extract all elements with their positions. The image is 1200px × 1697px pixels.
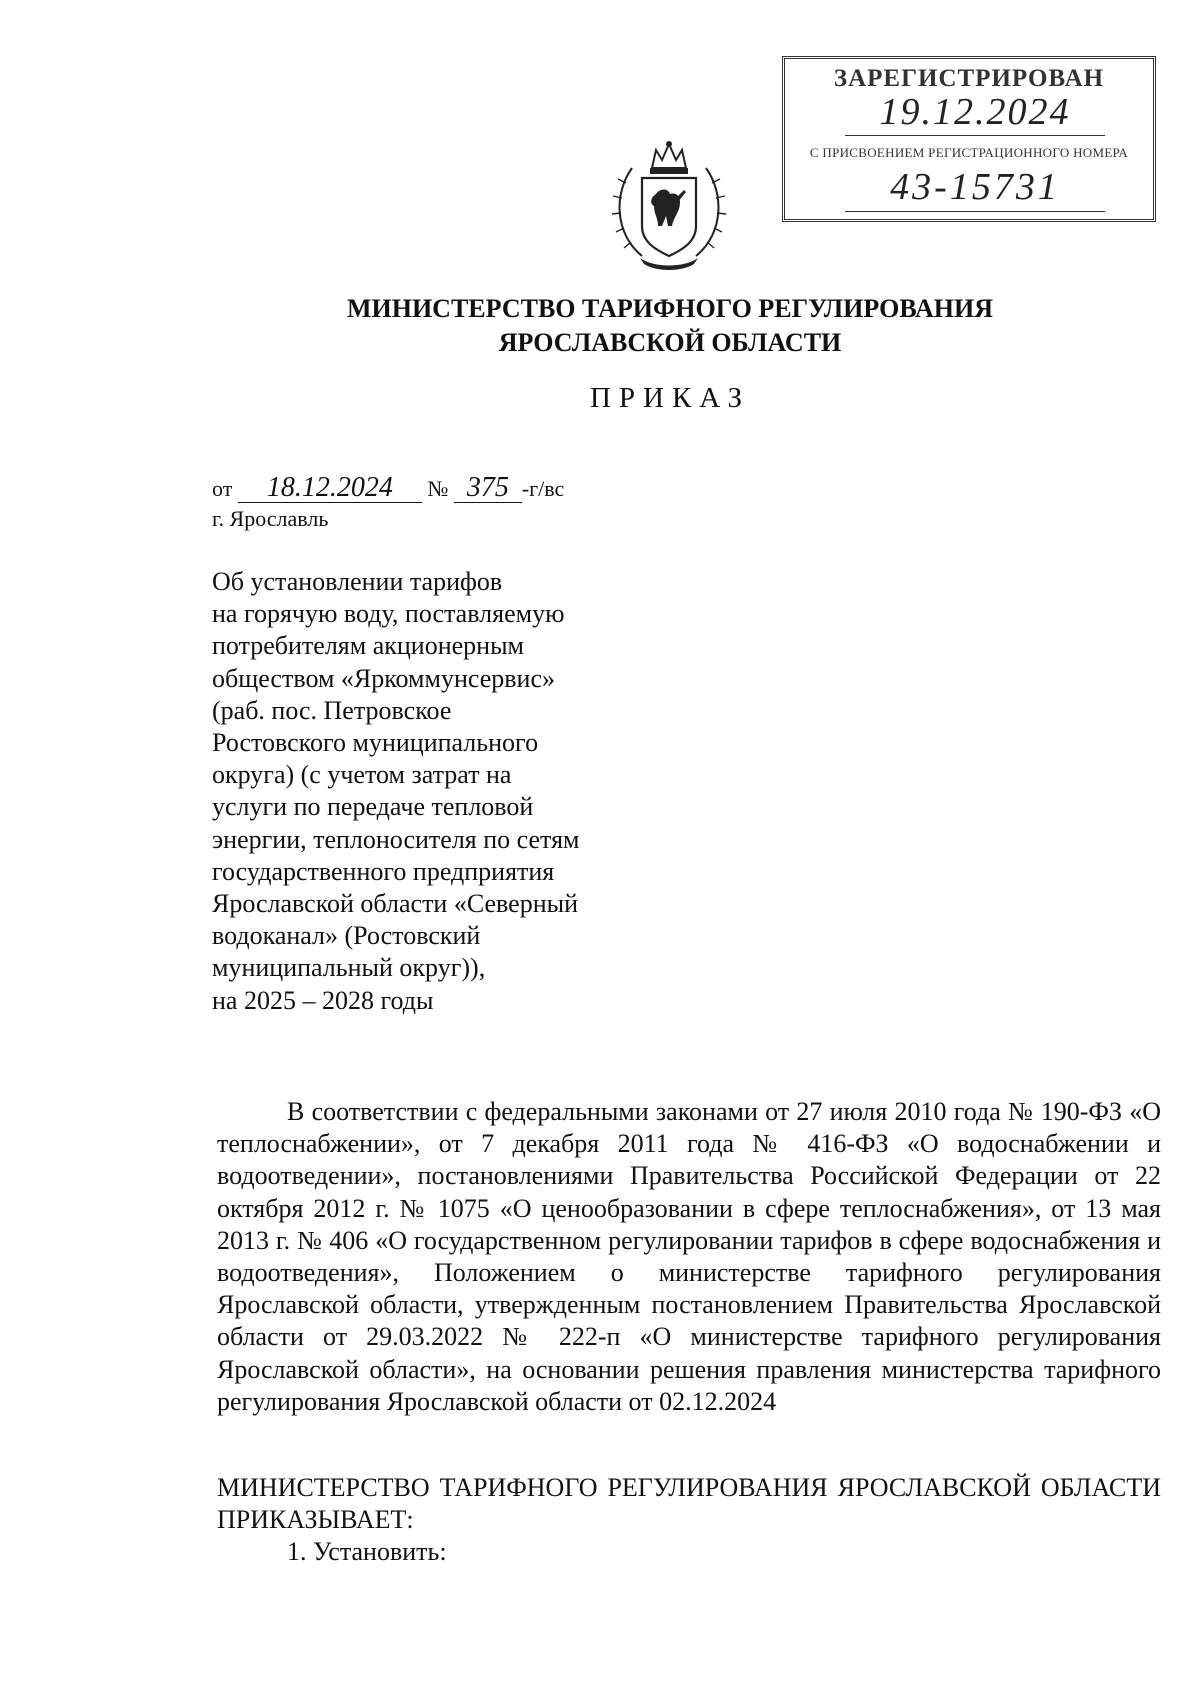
number-suffix: -г/вс: [521, 476, 565, 501]
organization-line-2: ЯРОСЛАВСКОЙ ОБЛАСТИ: [498, 328, 842, 357]
stamp-date: 19.12.2024: [845, 89, 1105, 136]
subject-line: потребителям акционерным: [212, 631, 525, 661]
registration-stamp: [782, 56, 1156, 222]
order-phrase: МИНИСТЕРСТВО ТАРИФНОГО РЕГУЛИРОВАНИЯ ЯРОСЛАВСКОЙ ОБЛАСТИ ПРИКАЗЫВАЕТ:: [217, 1473, 1161, 1535]
document-date-number: [212, 474, 564, 503]
subject-line: водоканал» (Ростовский: [212, 921, 481, 951]
preamble-paragraph: В соответствии с федеральными законами от 27 июля 2010 года № 190-ФЗ «О теплоснабжении», от 7 декабря 2011 года № 416-ФЗ «О водоснабжении и водоотведении», постановлениями Правительства Российской Федерации от 22 октября 2012 г. № 1075 «О ценообразовании в сфере теплоснабжения», от 13 мая 2013 г. № 406 «О государственном регулировании тарифов в сфере водоснабжения и водоотведения», Положением о министерстве тарифного регулирования Ярославской области, утвержденным постановлением Правительства Ярославской области от 29.03.2022 № 222-п «О министерстве тарифного регулирования Ярославской области», на основании решения правления министерства тарифного регулирования Ярославской области от 02.12.2024: [217, 1097, 1161, 1416]
number-sign: №: [427, 476, 449, 501]
subject-line: округа) (с учетом затрат на: [212, 760, 512, 790]
subject-line: Ростовского муниципального: [212, 728, 539, 758]
subject-line: (раб. пос. Петровское: [212, 695, 452, 725]
subject-line: государственного предприятия: [212, 856, 555, 886]
stamp-reg-number: 43-15731: [845, 163, 1105, 212]
subject-line: на горячую воду, поставляемую: [212, 599, 565, 629]
subject-line: Ярославской области «Северный: [212, 889, 579, 919]
document-subject: [212, 566, 632, 1017]
date-prefix: от: [212, 476, 233, 501]
document-type: ПРИКАЗ: [589, 382, 751, 414]
document-date: 18.12.2024: [238, 474, 422, 503]
document-city: г. Ярославль: [212, 506, 329, 531]
organization-name: [200, 292, 1140, 360]
document-number: 375: [454, 474, 522, 503]
order-item-1: 1. Установить:: [287, 1537, 447, 1566]
subject-line: на 2025 – 2028 годы: [212, 985, 434, 1015]
stamp-subtitle: С ПРИСВОЕНИЕМ РЕГИСТРАЦИОННОГО НОМЕРА: [809, 145, 1129, 160]
coat-of-arms-icon: [604, 138, 734, 276]
subject-line: муниципальный округ)),: [212, 953, 486, 983]
organization-line-1: МИНИСТЕРСТВО ТАРИФНОГО РЕГУЛИРОВАНИЯ: [346, 294, 994, 323]
subject-line: обществом «Яркоммунсервис»: [212, 663, 556, 693]
subject-line: энергии, теплоносителя по сетям: [212, 824, 580, 854]
subject-line: услуги по передаче тепловой: [212, 792, 534, 822]
stamp-title: ЗАРЕГИСТРИРОВАН: [833, 65, 1105, 92]
subject-line: Об установлении тарифов: [212, 567, 503, 596]
